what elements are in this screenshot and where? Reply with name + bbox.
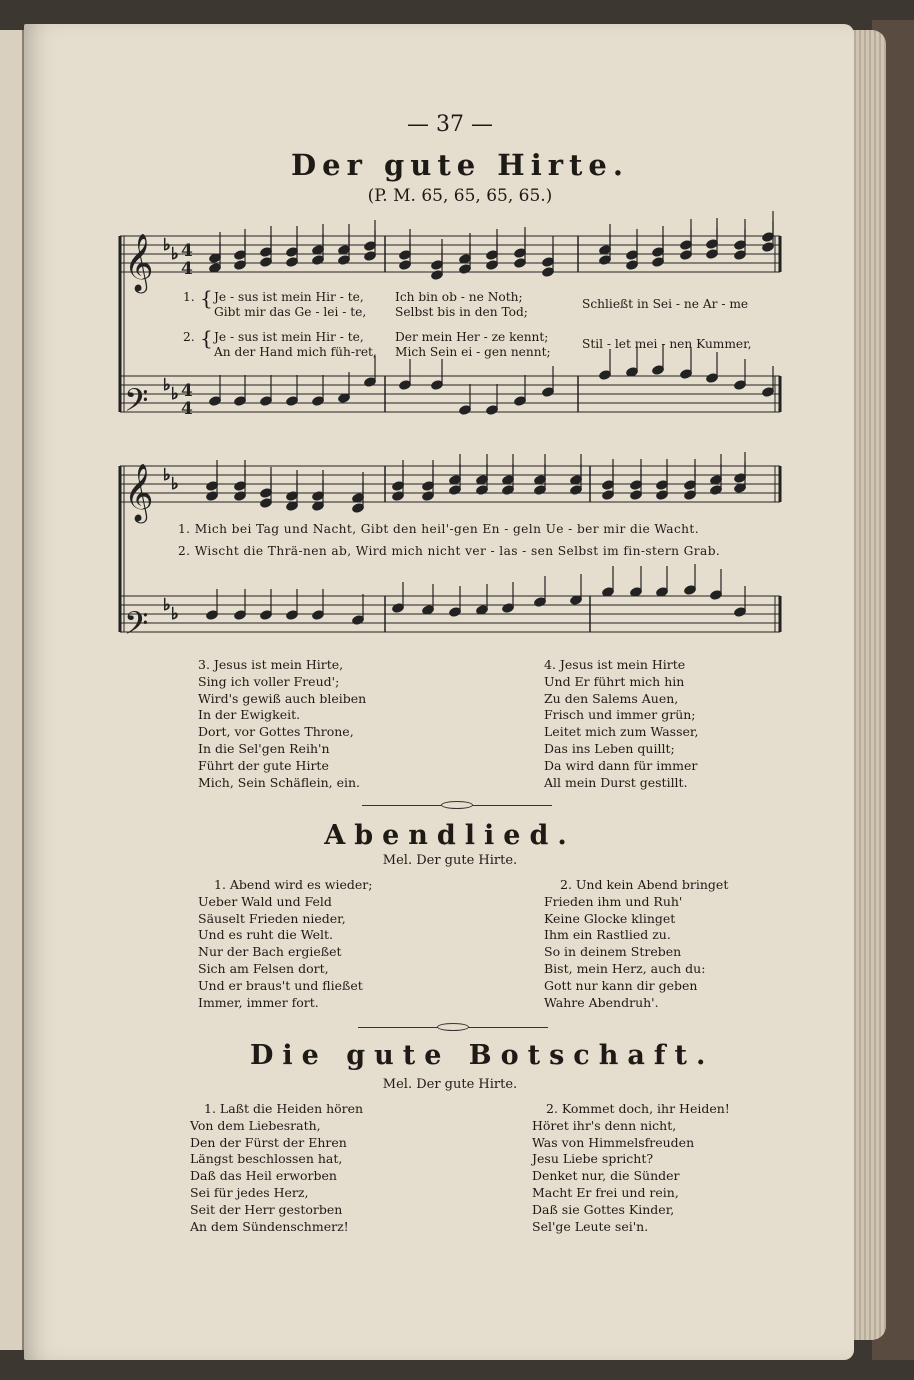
flat-icon: ♭ <box>163 465 171 484</box>
verse-3: 3. Jesus ist mein Hirte, Sing ich voller Freud'; Wird's gewiß auch bleiben In der Ewigkeit. Dort, vor Gottes Throne, In die Sel'gen Reih'n Führt der gute Hirte Mich, Sein Schäflein, ein. <box>198 657 367 790</box>
treble-clef-icon: 𝄞 <box>124 463 154 521</box>
hymn-meter: (P. M. 65, 65, 65, 65.) <box>367 186 553 206</box>
melody-note: Mel. Der gute Hirte. <box>382 853 518 868</box>
bass-clef-icon: 𝄢 <box>124 382 149 426</box>
divider-ornament <box>437 1023 469 1031</box>
brace: { <box>200 326 213 350</box>
lyric-line: Mich Sein ei - gen nennt; <box>395 345 551 359</box>
hymn-title: Der gute Hirte. <box>291 148 629 182</box>
time-sig-top-bass: 4 <box>181 381 193 401</box>
hymn-title: Die gute Botschaft. <box>250 1040 715 1071</box>
flat-icon: ♭ <box>171 474 179 493</box>
bass-clef-icon: 𝄢 <box>124 605 149 649</box>
verse-number: 2. <box>183 330 195 344</box>
hymn-title: Abendlied. <box>324 820 576 851</box>
lyric-line: Der mein Her - ze kennt; <box>395 330 549 344</box>
lyric-line: 2. Wischt die Thrä-nen ab, Wird mich nicht ver - las - sen Selbst im fin-stern Grab. <box>178 544 721 558</box>
lyric-line: Selbst bis in den Tod; <box>395 305 528 319</box>
flat-icon: ♭ <box>171 384 179 403</box>
verse-number: 1. <box>183 290 195 304</box>
page-number: — 37 — <box>407 112 493 137</box>
lyric-line: Je - sus ist mein Hir - te, <box>214 330 364 344</box>
lyric-line: An der Hand mich füh-ret, <box>214 345 377 359</box>
flat-icon: ♭ <box>171 244 179 263</box>
verse-1: 1. Laßt die Heiden hören Von dem Liebesrath, Den der Fürst der Ehren Längst beschlossen hat, Daß das Heil erworben Sei für jedes Herz, Seit der Herr gestorben An dem Sündenschmerz! <box>190 1101 364 1234</box>
divider-ornament <box>441 801 473 809</box>
time-sig-bottom-treble: 4 <box>181 259 193 279</box>
lyric-line: Gibt mir das Ge - lei - te, <box>214 305 367 319</box>
melody-note: Mel. Der gute Hirte. <box>382 1077 518 1092</box>
verse-4: 4. Jesus ist mein Hirte Und Er führt mich hin Zu den Salems Auen, Frisch und immer grün; Leitet mich zum Wasser, Das ins Leben quillt; Da wird dann für immer All mein Durst gestillt. <box>544 657 699 790</box>
flat-icon: ♭ <box>171 604 179 623</box>
lyric-line: Schließt in Sei - ne Ar - me <box>582 297 749 311</box>
time-sig-top-treble: 4 <box>181 241 193 261</box>
verse-1: 1. Abend wird es wieder; Ueber Wald und Feld Säuselt Frieden nieder, Und es ruht die Welt. Nur der Bach ergießet Sich am Felsen dort, Und er braus't und fließet Immer, immer fort. <box>198 877 373 1010</box>
verse-2: 2. Kommet doch, ihr Heiden! Höret ihr's denn nicht, Was von Himmelsfreuden Jesu Liebe spricht? Denket nur, die Sünder Macht Er frei und rein, Daß sie Gottes Kinder, Sel'ge Leute sei'n. <box>532 1101 730 1234</box>
treble-clef-icon: 𝄞 <box>124 233 154 291</box>
time-sig-bottom-bass: 4 <box>181 399 193 419</box>
flat-icon: ♭ <box>163 595 171 614</box>
lyric-line: Stil - let mei - nen Kummer, <box>582 337 752 351</box>
flat-icon: ♭ <box>163 375 171 394</box>
lyric-line: 1. Mich bei Tag und Nacht, Gibt den heil'-gen En - geln Ue - ber mir die Wacht. <box>178 522 700 536</box>
verse-2: 2. Und kein Abend bringet Frieden ihm und Ruh' Keine Glocke klinget Ihm ein Rastlied zu. So in deinem Streben Bist, mein Herz, auch du: Gott nur kann dir geben Wahre Abendruh'. <box>544 877 729 1010</box>
brace: { <box>200 286 213 310</box>
lyric-line: Ich bin ob - ne Noth; <box>395 290 523 304</box>
flat-icon: ♭ <box>163 235 171 254</box>
lyric-line: Je - sus ist mein Hir - te, <box>214 290 364 304</box>
